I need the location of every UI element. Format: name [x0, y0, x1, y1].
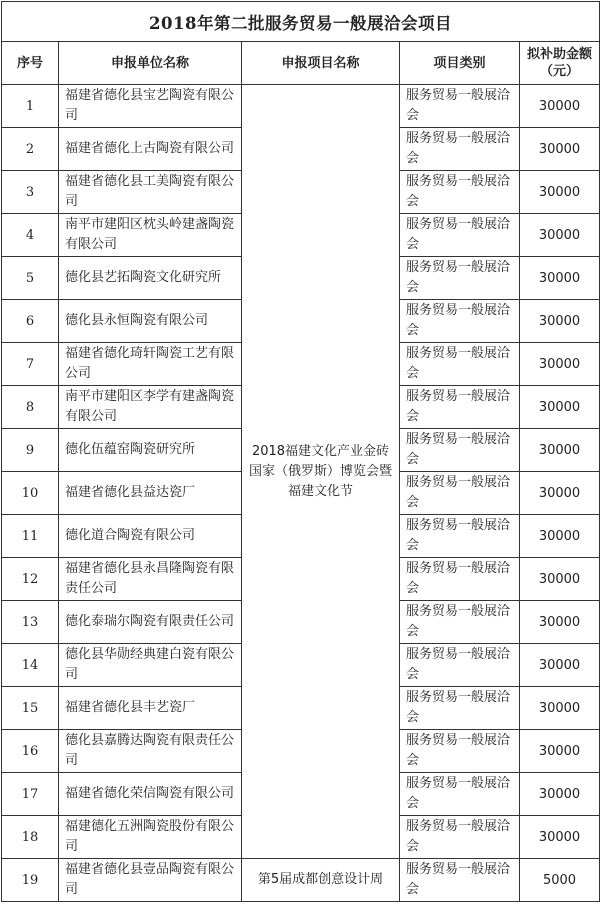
row-unit-name: 福建省德化荣信陶瓷有限公司: [59, 773, 242, 816]
row-amount: 30000: [520, 472, 600, 515]
row-category: 服务贸易一般展洽会: [400, 558, 520, 601]
row-index: 2: [2, 128, 59, 171]
row-amount: 30000: [520, 343, 600, 386]
row-category: 服务贸易一般展洽会: [400, 601, 520, 644]
row-amount: 30000: [520, 558, 600, 601]
row-category: 服务贸易一般展洽会: [400, 773, 520, 816]
row-unit-name: 德化县嘉腾达陶瓷有限责任公司: [59, 730, 242, 773]
row-category: 服务贸易一般展洽会: [400, 85, 520, 128]
last-project-name: 第5届成都创意设计周: [242, 859, 400, 902]
row-index: 4: [2, 214, 59, 257]
row-category: 服务贸易一般展洽会: [400, 257, 520, 300]
row-amount: 30000: [520, 816, 600, 859]
row-category: 服务贸易一般展洽会: [400, 515, 520, 558]
row-unit-name: 福建省德化县丰艺瓷厂: [59, 687, 242, 730]
table-row: [2, 85, 600, 128]
row-index: 7: [2, 343, 59, 386]
row-amount: 30000: [520, 687, 600, 730]
row-amount: 30000: [520, 730, 600, 773]
row-unit-name: 德化县永恒陶瓷有限公司: [59, 300, 242, 343]
header-amount: 拟补助金额（元）: [520, 42, 600, 85]
project-table: [1, 1, 600, 902]
table-row: [2, 859, 600, 902]
row-index: 8: [2, 386, 59, 429]
row-amount: 30000: [520, 386, 600, 429]
header-unit: 申报单位名称: [59, 42, 242, 85]
row-unit-name: 福建省德化上古陶瓷有限公司: [59, 128, 242, 171]
row-unit-name: 福建省德化县工美陶瓷有限公司: [59, 171, 242, 214]
row-category: 服务贸易一般展洽会: [400, 429, 520, 472]
row-category: 服务贸易一般展洽会: [400, 687, 520, 730]
row-index: 17: [2, 773, 59, 816]
row-index: 14: [2, 644, 59, 687]
row-category: 服务贸易一般展洽会: [400, 128, 520, 171]
table-title: 2018年第二批服务贸易一般展洽会项目: [2, 2, 600, 42]
row-category: 服务贸易一般展洽会: [400, 644, 520, 687]
row-index: 9: [2, 429, 59, 472]
row-amount: 30000: [520, 515, 600, 558]
row-amount: 30000: [520, 171, 600, 214]
row-amount: 30000: [520, 429, 600, 472]
row-unit-name: 德化泰瑞尔陶瓷有限责任公司: [59, 601, 242, 644]
row-category: 服务贸易一般展洽会: [400, 859, 520, 902]
row-index: 11: [2, 515, 59, 558]
row-index: 5: [2, 257, 59, 300]
row-index: 19: [2, 859, 59, 902]
row-unit-name: 福建德化五洲陶瓷股份有限公司: [59, 816, 242, 859]
row-category: 服务贸易一般展洽会: [400, 816, 520, 859]
header-category: 项目类别: [400, 42, 520, 85]
row-index: 15: [2, 687, 59, 730]
row-index: 6: [2, 300, 59, 343]
row-unit-name: 福建省德化县宝艺陶瓷有限公司: [59, 85, 242, 128]
row-category: 服务贸易一般展洽会: [400, 214, 520, 257]
row-amount: 30000: [520, 300, 600, 343]
row-category: 服务贸易一般展洽会: [400, 171, 520, 214]
row-category: 服务贸易一般展洽会: [400, 472, 520, 515]
row-category: 服务贸易一般展洽会: [400, 343, 520, 386]
row-index: 10: [2, 472, 59, 515]
row-amount: 30000: [520, 644, 600, 687]
row-index: 1: [2, 85, 59, 128]
row-amount: 30000: [520, 214, 600, 257]
row-category: 服务贸易一般展洽会: [400, 300, 520, 343]
row-index: 12: [2, 558, 59, 601]
row-amount: 5000: [520, 859, 600, 902]
row-unit-name: 福建省德化县壹品陶瓷有限公司: [59, 859, 242, 902]
row-category: 服务贸易一般展洽会: [400, 730, 520, 773]
merged-project-name: 2018福建文化产业金砖国家（俄罗斯）博览会暨福建文化节: [242, 85, 400, 859]
row-category: 服务贸易一般展洽会: [400, 386, 520, 429]
row-index: 3: [2, 171, 59, 214]
row-unit-name: 福建省德化县永昌隆陶瓷有限责任公司: [59, 558, 242, 601]
row-amount: 30000: [520, 257, 600, 300]
row-amount: 30000: [520, 601, 600, 644]
row-unit-name: 南平市建阳区枕头岭建盏陶瓷有限公司: [59, 214, 242, 257]
row-unit-name: 德化伍蕴窑陶瓷研究所: [59, 429, 242, 472]
row-index: 18: [2, 816, 59, 859]
row-index: 16: [2, 730, 59, 773]
row-amount: 30000: [520, 773, 600, 816]
row-unit-name: 德化县艺拓陶瓷文化研究所: [59, 257, 242, 300]
header-project: 申报项目名称: [242, 42, 400, 85]
row-unit-name: 福建省德化琦轩陶瓷工艺有限公司: [59, 343, 242, 386]
header-index: 序号: [2, 42, 59, 85]
row-index: 13: [2, 601, 59, 644]
row-unit-name: 德化县华勋经典建白瓷有限公司: [59, 644, 242, 687]
row-unit-name: 福建省德化县益达瓷厂: [59, 472, 242, 515]
row-unit-name: 德化道合陶瓷有限公司: [59, 515, 242, 558]
row-unit-name: 南平市建阳区李学有建盏陶瓷有限公司: [59, 386, 242, 429]
row-amount: 30000: [520, 85, 600, 128]
row-amount: 30000: [520, 128, 600, 171]
